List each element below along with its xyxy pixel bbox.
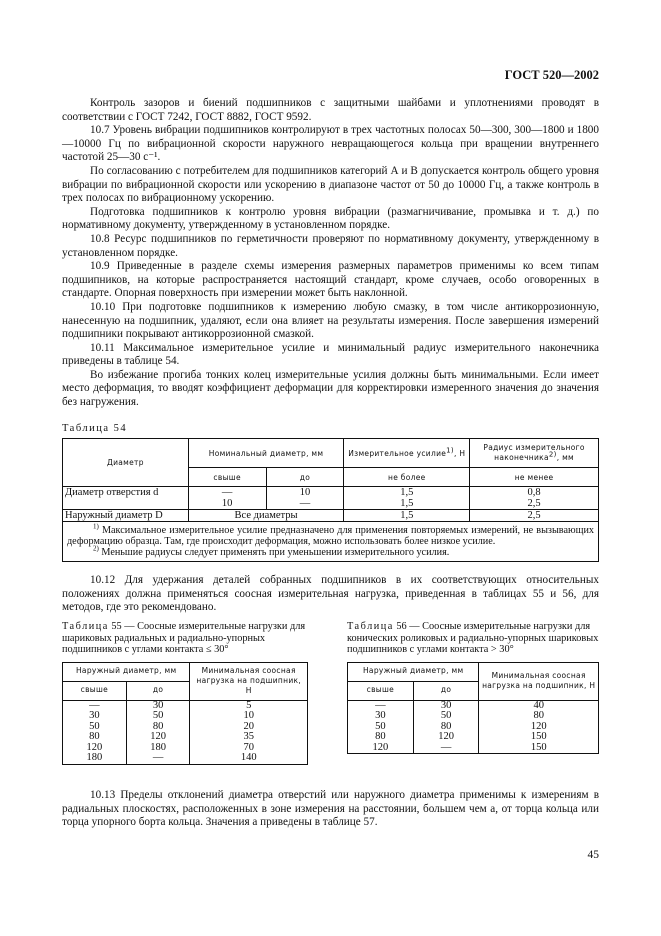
cell-over: 80 xyxy=(63,732,127,743)
cell-upto: 180 xyxy=(126,743,190,754)
paragraph: Контроль зазоров и биений подшипников с защитными шайбами и уплотнениями проводят в соответствии с ГОСТ 7242, ГОСТ 8882, ГОСТ 9592. xyxy=(62,97,599,123)
cell-load: 150 xyxy=(479,732,599,743)
table-56 xyxy=(347,662,599,755)
table56-block xyxy=(347,621,599,754)
header-over: свыше xyxy=(63,681,127,700)
cell: 2,5 xyxy=(470,510,599,522)
cell: Все диаметры xyxy=(188,510,344,522)
table-row xyxy=(348,711,599,722)
paragraph: 10.13 Пределы отклонений диаметра отверстий или наружного диаметра применимы к измерениям в радиальных плоскостях, расположенных в зоне измерения на расстоянии, большем чем а, от торца кольца или торца упорного борта кольца. Значения а приведены в таблице 57. xyxy=(62,789,599,829)
header-force: Измерительное усилие$^{1)}$, Н xyxy=(344,439,470,468)
table56-body xyxy=(348,700,599,754)
footnote: $^{2)}$ Меньшие радиусы следует применять при уменьшении измерительного усилия. xyxy=(93,544,450,559)
cell-upto: 80 xyxy=(413,722,479,733)
paragraph: 10.9 Приведенные в разделе схемы измерения размерных параметров применимы ко всем типам подшипников, на которые распространяется настоящий стандарт, кроме случаев, особо оговоренных в стандарте. Опорная поверхность при измерении может быть наклонной. xyxy=(62,260,599,300)
cell: 10 xyxy=(266,487,344,499)
cell-over: 50 xyxy=(63,722,127,733)
header-noless: не менее xyxy=(470,468,599,487)
cell-upto: 80 xyxy=(126,722,190,733)
table55-caption: Таблица 55 — Соосные измерительные нагрузки для шариковых радиальных и радиально-упорных подшипников с углами контакта ≤ 30° xyxy=(62,621,306,656)
tables-55-56 xyxy=(62,621,599,771)
cell-upto: 30 xyxy=(413,700,479,711)
table55-block xyxy=(62,621,308,765)
paragraph: 10.7 Уровень вибрации подшипников контролируют в трех частотных полосах 50—300, 300—1800 и 1800—10000 Гц по вибрационной скорости наружного невращающегося кольца при вращении внутреннего частотой 25—30 с⁻¹. xyxy=(62,124,599,164)
cell-upto: 120 xyxy=(126,732,190,743)
header-outer: Наружный диаметр, мм xyxy=(63,662,190,681)
cell-upto: 120 xyxy=(413,732,479,743)
header-diameter: Диаметр xyxy=(63,439,189,487)
table-row xyxy=(63,711,308,722)
cell-load: 5 xyxy=(190,700,308,711)
table-footnotes xyxy=(63,522,599,562)
footnote: $^{1)}$ Максимальное измерительное усилие предназначено для применения повторяемых измерений, не вызывающих деформацию образца. Там, где происходит деформация, можно использовать более низкое усилие. xyxy=(67,522,595,548)
table-row xyxy=(348,732,599,743)
header-over: свыше xyxy=(348,681,414,700)
table-54 xyxy=(62,438,599,562)
paragraph: Подготовка подшипников к контролю уровня вибрации (размагничивание, промывка и т. д.) по нормативному документу, утвержденному в установленном порядке. xyxy=(62,205,599,232)
cell-over: 180 xyxy=(63,753,127,764)
table-row xyxy=(63,732,308,743)
paragraph: 10.12 Для удержания деталей собранных подшипников в их соответствующих относительных положениях должна применяться соосная измерительная нагрузка, приведенная в таблицах 55 и 56, для методов, где это рекомендовано. xyxy=(62,574,599,614)
row-label-bore: Диаметр отверстия d xyxy=(63,487,189,510)
cell: 0,8 xyxy=(470,487,599,499)
row-label-outer: Наружный диаметр D xyxy=(63,510,189,522)
header-over: свыше xyxy=(188,468,266,487)
cell-load: 70 xyxy=(190,743,308,754)
cell-load: 140 xyxy=(190,753,308,764)
cell: 2,5 xyxy=(470,498,599,510)
table-55 xyxy=(62,662,308,765)
table55-body xyxy=(63,700,308,764)
cell-over: 80 xyxy=(348,732,414,743)
cell-load: 10 xyxy=(190,711,308,722)
body-text xyxy=(62,97,599,830)
cell: 10 xyxy=(188,498,266,510)
cell-over: 30 xyxy=(348,711,414,722)
header-upto: до xyxy=(266,468,344,487)
header-nominal: Номинальный диаметр, мм xyxy=(188,439,344,468)
header-upto: до xyxy=(413,681,479,700)
cell: 1,5 xyxy=(344,498,470,510)
cell-load: 35 xyxy=(190,732,308,743)
header-nomore: не более xyxy=(344,468,470,487)
table-row xyxy=(348,743,599,754)
cell: 1,5 xyxy=(344,510,470,522)
cell-upto: — xyxy=(126,753,190,764)
paragraph: 10.11 Максимальное измерительное усилие и минимальный радиус измерительного наконечника приведены в таблице 54. xyxy=(62,341,599,368)
header-radius: Радиус измерительного наконечника$^{2)}$, мм xyxy=(470,439,599,468)
cell-over: 120 xyxy=(63,743,127,754)
paragraph: Во избежание прогиба тонких колец измерительные усилия должны быть минимальными. Если имеет место деформация, то вводят коэффициент деформации для корректировки измеренного значения до значения без нагружения. xyxy=(62,368,599,409)
cell-upto: 50 xyxy=(126,711,190,722)
cell: 1,5 xyxy=(344,487,470,499)
paragraph: 10.10 При подготовке подшипников к измерению любую смазку, в том числе антикоррозионную, нанесенную на подшипник, удаляют, если она влияет на результаты измерения. После завершения измерений подшипники покрывают антикоррозионной смазкой. xyxy=(62,300,599,341)
cell: — xyxy=(266,498,344,510)
cell-over: — xyxy=(63,700,127,711)
cell-over: 120 xyxy=(348,743,414,754)
header-load: Минимальная соосная нагрузка на подшипник, Н xyxy=(479,662,599,700)
cell-upto: — xyxy=(413,743,479,754)
paragraph: По согласованию с потребителем для подшипников категорий А и В допускается контроль общего уровня вибрации по вибрационной скорости или ускорению в диапазоне частот от 50 до 10000 Гц, а также контроль в трех полосах по вибрационному ускорению. xyxy=(62,164,599,205)
cell-load: 120 xyxy=(479,722,599,733)
cell-upto: 50 xyxy=(413,711,479,722)
cell-load: 150 xyxy=(479,743,599,754)
cell-load: 80 xyxy=(479,711,599,722)
table54-caption: Таблица 54 xyxy=(62,422,128,434)
cell-over: 30 xyxy=(63,711,127,722)
table-row xyxy=(63,753,308,764)
table-row xyxy=(63,510,599,522)
table56-caption: Таблица 56 — Соосные измерительные нагрузки для конических роликовых и радиально-упорных шариковых подшипников с углами контакта > 30° xyxy=(347,621,599,656)
header-load: Минимальная соосная нагрузка на подшипник, Н xyxy=(190,662,308,700)
cell-upto: 30 xyxy=(126,700,190,711)
table-row xyxy=(63,487,599,499)
page-number: 45 xyxy=(587,849,599,861)
header-outer: Наружный диаметр, мм xyxy=(348,662,479,681)
cell-over: 50 xyxy=(348,722,414,733)
cell: — xyxy=(188,487,266,499)
standard-code-header: ГОСТ 520—2002 xyxy=(504,68,599,82)
cell-over: — xyxy=(348,700,414,711)
paragraph: 10.8 Ресурс подшипников по герметичности проверяют по нормативному документу, утвержденному в установленном порядке. xyxy=(62,232,599,259)
cell-load: 20 xyxy=(190,722,308,733)
header-upto: до xyxy=(126,681,190,700)
cell-load: 40 xyxy=(479,700,599,711)
